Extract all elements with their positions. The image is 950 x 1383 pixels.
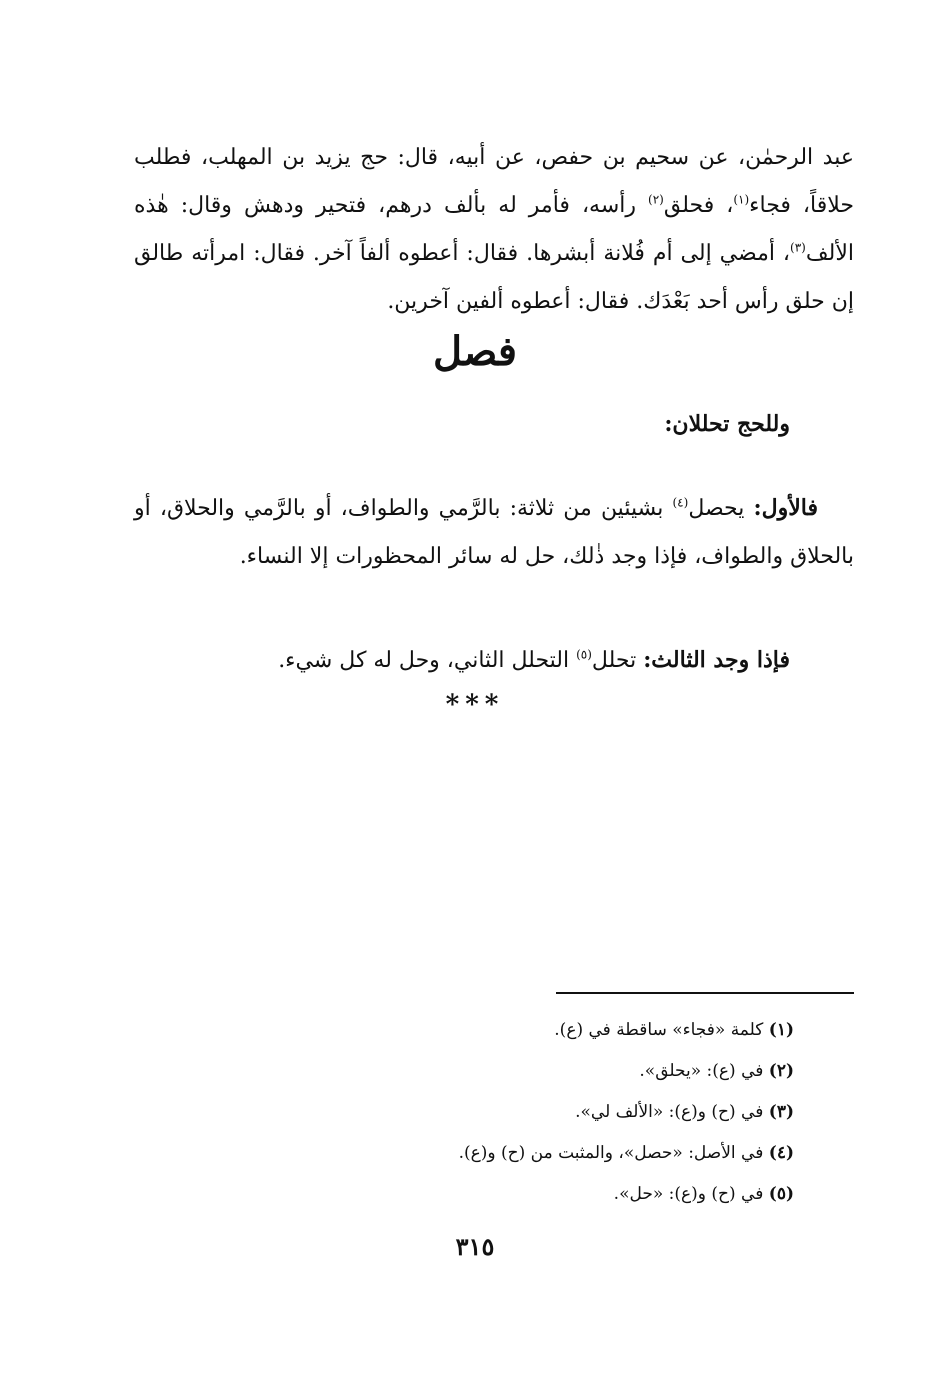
first-paragraph-text-1: يحصل [688, 496, 754, 521]
footnote-item [234, 1051, 794, 1092]
intro-text-3: رأسه، فأمر له بألف درهم، فتحير ودهش وقال: هٰذه الألف [134, 193, 854, 266]
intro-text-2: ، فحلق [663, 193, 734, 218]
first-paragraph [134, 484, 854, 581]
first-paragraph-lead: فالأول: [753, 495, 818, 521]
footnote-ref-5[interactable]: (٥) [576, 647, 592, 662]
page-number: ٣١٥ [455, 1232, 495, 1261]
footnote-divider [556, 992, 854, 994]
footnote-text: في الأصل: «حصل»، والمثبت من (ح) و(ع). [458, 1143, 769, 1163]
section-separator: *** [445, 690, 505, 720]
second-paragraph-text-2: التحلل الثاني، وحل له كل شيء. [278, 648, 577, 673]
footnote-text: في (ع): «يحلق». [639, 1061, 769, 1081]
first-paragraph-text-2: بشيئين من ثلاثة: بالرَّمي والطواف، أو بالرَّمي والحلاق، أو بالحلاق والطواف، فإذا وجد ذٰلك، حل له سائر المحظورات إلا النساء. [134, 496, 854, 569]
footnote-item [234, 1133, 794, 1174]
second-paragraph [150, 638, 790, 683]
footnote-item [234, 1092, 794, 1133]
intro-paragraph [134, 134, 854, 326]
footnote-ref-2[interactable]: (٢) [648, 192, 664, 207]
footnote-ref-4[interactable]: (٤) [672, 495, 689, 510]
footnote-text: كلمة «فجاء» ساقطة في (ع). [554, 1020, 769, 1040]
footnotes-list [234, 1010, 794, 1215]
footnote-number: (٣) [768, 1102, 794, 1122]
second-paragraph-lead: فإذا وجد الثالث: [643, 647, 790, 673]
footnote-number: (٢) [768, 1061, 794, 1081]
footnote-number: (١) [768, 1020, 794, 1040]
section-heading: فصل [432, 328, 518, 375]
footnote-ref-1[interactable]: (١) [733, 192, 750, 207]
footnote-number: (٥) [768, 1184, 794, 1204]
second-paragraph-text-1: تحلل [591, 648, 644, 673]
footnote-item [234, 1010, 794, 1051]
intro-text-1: عبد الرحمٰن، عن سحيم بن حفص، عن أبيه، قال: حج يزيد بن المهلب، فطلب حلاقاً، فجاء [134, 145, 854, 218]
footnote-ref-3[interactable]: (٣) [790, 240, 806, 255]
intro-text-4: ، أمضي إلى أم فُلانة أبشرها. فقال: أعطوه ألفاً آخر. فقال: امرأته طالق إن حلق رأس أحد بَعْدَك. فقال: أعطوه ألفين آخرين. [134, 241, 854, 314]
subheading: وللحج تحللان: [664, 411, 790, 437]
footnote-number: (٤) [768, 1143, 794, 1163]
footnote-text: في (ح) و(ع): «الألف لي». [575, 1102, 769, 1122]
footnote-item [234, 1174, 794, 1215]
footnote-text: في (ح) و(ع): «حل». [613, 1184, 769, 1204]
